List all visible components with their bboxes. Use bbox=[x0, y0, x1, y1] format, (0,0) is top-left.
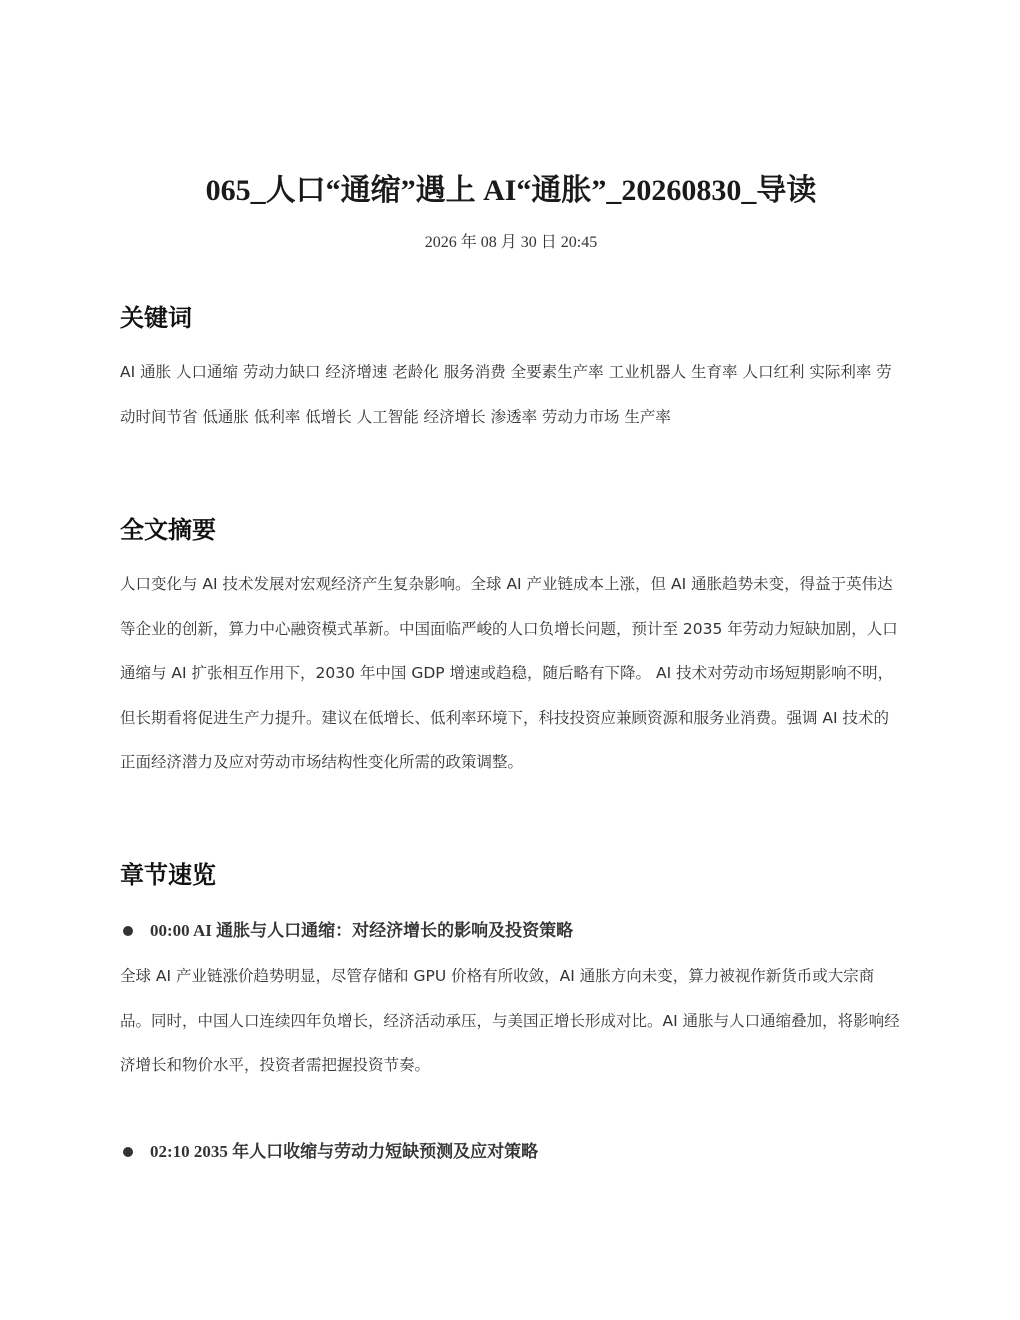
chapter-title: 02:10 2035 年人口收缩与劳动力短缺预测及应对策略 bbox=[150, 1142, 539, 1161]
keywords-text: AI 通胀 人口通缩 劳动力缺口 经济增速 老龄化 服务消费 全要素生产率 工业机器人 生育率 人口红利 实际利率 劳动时间节省 低通胀 低利率 低增长 人工智能 经济增长 渗透率 劳动力市场 生产率 bbox=[120, 363, 892, 426]
chapter-title: 00:00 AI 通胀与人口通缩：对经济增长的影响及投资策略 bbox=[150, 921, 574, 940]
chapters-heading: 章节速览 bbox=[120, 861, 216, 889]
bullet-icon bbox=[123, 1147, 133, 1157]
bullet-icon bbox=[123, 926, 133, 936]
chapter-item-02-10 bbox=[120, 1137, 902, 1167]
summary-heading: 全文摘要 bbox=[120, 516, 216, 544]
keywords-heading: 关键词 bbox=[120, 304, 192, 332]
chapter-description: 全球 AI 产业链涨价趋势明显，尽管存储和 GPU 价格有所收敛，AI 通胀方向未变，算力被视作新货币或大宗商品。同时，中国人口连续四年负增长，经济活动承压，与美国正增长形成对比。AI 通胀与人口通缩叠加，将影响经济增长和物价水平，投资者需把握投资节奏。 bbox=[120, 967, 900, 1074]
page-title: 065_人口“通缩”遇上 AI“通胀”_20260830_导读 bbox=[205, 174, 817, 208]
summary-text: 人口变化与 AI 技术发展对宏观经济产生复杂影响。全球 AI 产业链成本上涨，但 AI 通胀趋势未变，得益于英伟达等企业的创新，算力中心融资模式革新。中国面临严峻的人口负增长问题，预计至 2035 年劳动力短缺加剧，人口通缩与 AI 扩张相互作用下，2030 年中国 GDP 增速或趋稳，随后略有下降。 AI 技术对劳动市场短期影响不明，但长期看将促进生产力提升。建议在低增长、低利率环境下，科技投资应兼顾资源和服务业消费。强调 AI 技术的正面经济潜力及应对劳动市场结构性变化所需的政策调整。 bbox=[120, 575, 898, 771]
document-date: 2026 年 08 月 30 日 20:45 bbox=[424, 234, 598, 251]
chapter-item-00-00 bbox=[120, 916, 902, 946]
